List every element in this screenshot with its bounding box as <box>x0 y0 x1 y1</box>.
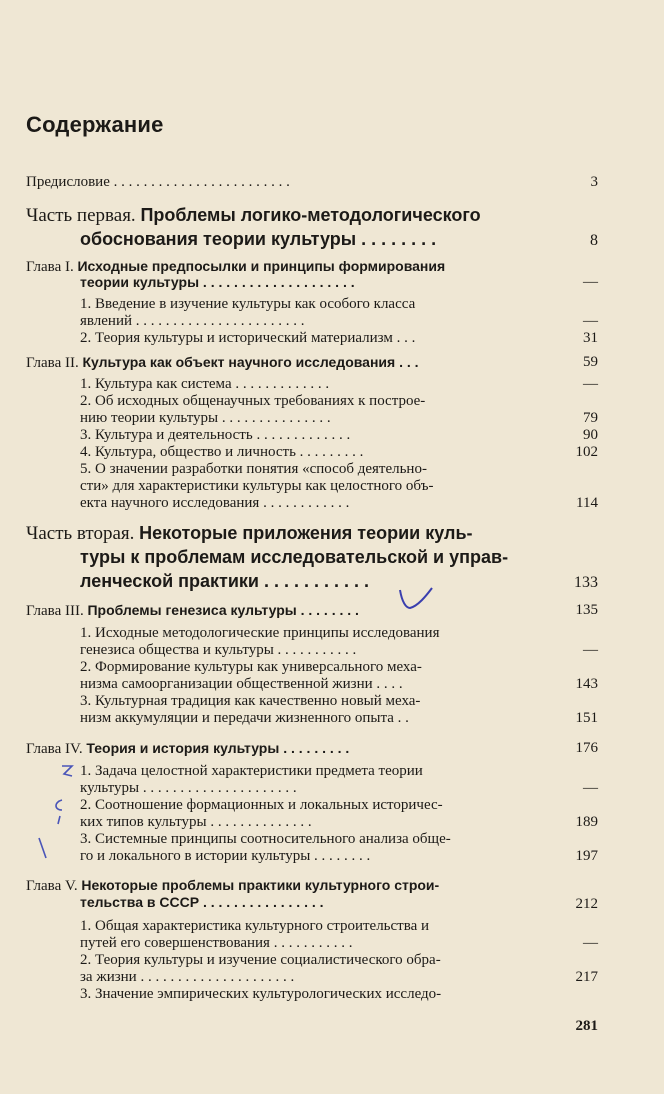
chapter-label: Глава IV. <box>26 741 83 757</box>
section-line: путей его совершенствования . . . . . . . . . . . <box>80 935 353 951</box>
toc-entry-text: Предисловие . . . . . . . . . . . . . . . . . . . . . . . . <box>26 174 290 190</box>
section-line: 2. Соотношение формационных и локальных историчес- <box>80 797 443 813</box>
toc-section-1-1[interactable] <box>80 296 415 330</box>
pencil-mark-icon <box>52 796 68 836</box>
toc-section-3-3[interactable] <box>80 693 420 727</box>
toc-section-2-2[interactable] <box>80 393 425 427</box>
part-label: Часть вторая. <box>26 523 135 544</box>
toc-section-2-1[interactable] <box>80 376 329 393</box>
chapter-title: Исходные предпосылки и принципы формирования <box>77 258 446 274</box>
section-line: екта научного исследования . . . . . . . . . . . . <box>80 495 350 511</box>
toc-page-number: 114 <box>576 495 598 511</box>
toc-page-number: 151 <box>575 710 598 726</box>
toc-page-number: 176 <box>575 740 598 756</box>
section-line: генезиса общества и культуры . . . . . . . . . . . <box>80 642 357 658</box>
section-line: 2. Теория культуры и изучение социалистического обра- <box>80 952 441 968</box>
toc-section-5-2[interactable] <box>80 952 441 986</box>
section-line: явлений . . . . . . . . . . . . . . . . . . . . . . . <box>80 313 305 329</box>
toc-page-number: 79 <box>583 410 598 426</box>
toc-part-2[interactable] <box>26 522 473 545</box>
toc-page-number: — <box>583 313 598 329</box>
toc-page-number: 31 <box>583 330 598 346</box>
toc-page-number: 90 <box>583 427 598 443</box>
toc-section-1-2[interactable] <box>80 330 415 347</box>
section-line: 2. Теория культуры и исторический материализм . . . <box>80 330 416 346</box>
page-title: Содержание <box>26 112 164 137</box>
toc-section-4-3[interactable] <box>80 831 451 865</box>
toc-page-number: 133 <box>574 574 598 591</box>
toc-page-number: 197 <box>575 848 598 864</box>
toc-page-number: 102 <box>575 444 598 460</box>
section-line: 3. Культурная традиция как качественно новый меха- <box>80 693 421 709</box>
section-line: 1. Исходные методологические принципы исследования <box>80 625 440 641</box>
toc-page-number: — <box>583 642 598 658</box>
toc-part-1-line2 <box>80 228 436 251</box>
section-line: 1. Введение в изучение культуры как особого класса <box>80 296 416 312</box>
toc-section-3-2[interactable] <box>80 659 422 693</box>
toc-page-number: 217 <box>575 969 598 985</box>
section-line: культуры . . . . . . . . . . . . . . . . . . . . . <box>80 780 297 796</box>
part-title: Некоторые приложения теории куль- <box>139 523 473 543</box>
toc-page-number: 3 <box>590 174 598 190</box>
toc-chapter-5[interactable] <box>26 877 439 895</box>
toc-chapter-3[interactable] <box>26 602 359 620</box>
section-line: 1. Общая характеристика культурного строительства и <box>80 918 430 934</box>
part-title-cont: обоснования теории культуры . . . . . . . . <box>80 229 437 249</box>
chapter-title: Культура как объект научного исследования . . . <box>82 354 419 370</box>
section-line: 3. Системные принципы соотносительного анализа обще- <box>80 831 451 847</box>
toc-part-2-line2 <box>80 546 508 569</box>
toc-page-number: — <box>583 780 598 796</box>
section-line: низм аккумуляции и передачи жизненного опыта . . <box>80 710 409 726</box>
toc-chapter-1-line2 <box>80 274 355 292</box>
pencil-mark-icon <box>36 836 50 862</box>
section-line: го и локального в истории культуры . . . . . . . . <box>80 848 371 864</box>
part-label: Часть первая. <box>26 205 136 226</box>
chapter-title: Некоторые проблемы практики культурного строи- <box>81 877 440 893</box>
section-line: 3. Культура и деятельность . . . . . . . . . . . . . <box>80 427 351 443</box>
section-line: 1. Культура как система . . . . . . . . . . . . . <box>80 376 330 392</box>
toc-chapter-5-line2 <box>80 894 324 912</box>
section-line: 1. Задача целостной характеристики предмета теории <box>80 763 423 779</box>
chapter-title-cont: тельства в СССР . . . . . . . . . . . . . . . . <box>80 894 324 910</box>
part-title-cont: туры к проблемам исследовательской и управ- <box>80 547 509 567</box>
toc-page-number: — <box>583 274 598 290</box>
toc-part-2-line3 <box>80 570 369 593</box>
section-line: 2. Формирование культуры как универсального меха- <box>80 659 422 675</box>
toc-section-2-5[interactable] <box>80 461 433 512</box>
pencil-mark-icon <box>58 762 78 784</box>
toc-chapter-2[interactable] <box>26 354 419 372</box>
chapter-title: Теория и история культуры . . . . . . . . . <box>86 740 350 756</box>
toc-page-number: 59 <box>583 354 598 370</box>
chapter-label: Глава I. <box>26 259 74 275</box>
toc-page-number: — <box>583 376 598 392</box>
part-title-cont: ленческой практики . . . . . . . . . . . <box>80 571 370 591</box>
section-line: нию теории культуры . . . . . . . . . . . . . . . <box>80 410 331 426</box>
section-line: 5. О значении разработки понятия «способ деятельно- <box>80 461 427 477</box>
toc-section-5-3[interactable] <box>80 986 441 1003</box>
page-number: 281 <box>575 1018 598 1034</box>
chapter-title: Проблемы генезиса культуры . . . . . . . . <box>87 602 359 618</box>
toc-page-number: 8 <box>590 232 598 249</box>
toc-chapter-4[interactable] <box>26 740 349 758</box>
part-title: Проблемы логико-методологического <box>140 205 481 225</box>
toc-page-number: 189 <box>575 814 598 830</box>
section-line: 2. Об исходных общенаучных требованиях к построе- <box>80 393 426 409</box>
chapter-label: Глава V. <box>26 878 78 894</box>
section-line: 4. Культура, общество и личность . . . . . . . . . <box>80 444 364 460</box>
toc-section-3-1[interactable] <box>80 625 439 659</box>
toc-section-2-3[interactable] <box>80 427 350 444</box>
toc-section-4-2[interactable] <box>80 797 443 831</box>
toc-section-2-4[interactable] <box>80 444 363 461</box>
section-line: низма самоорганизации общественной жизни . . . . <box>80 676 403 692</box>
toc-page-number: — <box>583 935 598 951</box>
chapter-label: Глава II. <box>26 355 79 371</box>
toc-part-1[interactable] <box>26 204 481 227</box>
section-line: ких типов культуры . . . . . . . . . . . . . . <box>80 814 312 830</box>
toc-page-number: 143 <box>575 676 598 692</box>
section-line: сти» для характеристики культуры как целостного объ- <box>80 478 434 494</box>
chapter-title-cont: теории культуры . . . . . . . . . . . . . . . . . . . . <box>80 274 355 290</box>
section-line: 3. Значение эмпирических культурологических исследо- <box>80 986 442 1002</box>
chapter-label: Глава III. <box>26 603 84 619</box>
check-mark-icon <box>396 586 436 614</box>
section-line: за жизни . . . . . . . . . . . . . . . . . . . . . <box>80 969 295 985</box>
toc-page-number: 135 <box>575 602 598 618</box>
toc-page-number: 212 <box>575 896 598 912</box>
toc-section-4-1[interactable] <box>80 763 423 797</box>
toc-entry-preface[interactable] <box>26 174 290 191</box>
toc-section-5-1[interactable] <box>80 918 429 952</box>
